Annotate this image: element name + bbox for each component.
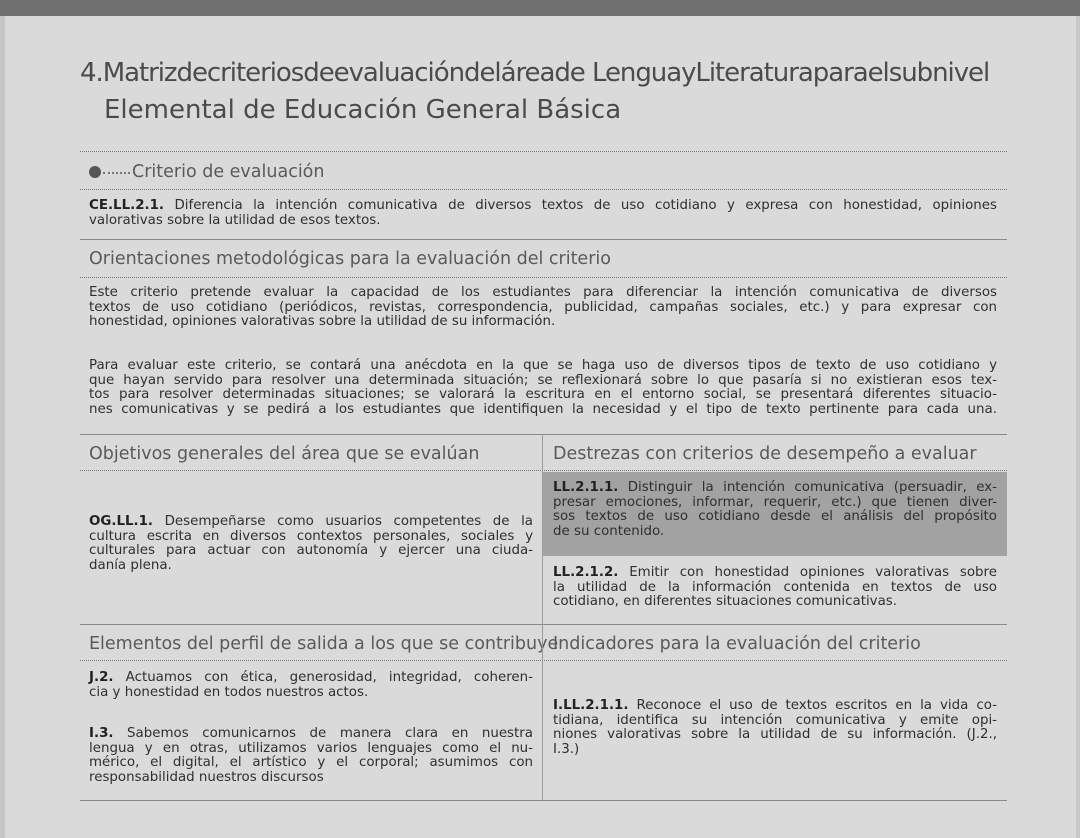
- text-line: presar emociones, informar, requerir, etc.) que tienen diver-: [553, 494, 997, 510]
- indicador-code: I.LL.2.1.1.: [553, 698, 629, 713]
- destreza-2-code: LL.2.1.2.: [553, 565, 619, 580]
- page-title-line-1: 4.Matrizdecriteriosdeevaluacióndeláreade LenguayLiteraturaparaelsubnivel: [80, 58, 990, 88]
- text-line: Este criterio pretende evaluar la capacidad de los estudiantes para diferenciar la intención comunicativa de diversos: [89, 285, 997, 300]
- text-line: tidiana, identifica su intención comunicativa y emite opi-: [553, 712, 997, 728]
- page-title-line-2: Elemental de Educación General Básica: [104, 95, 622, 125]
- orientaciones-paragraph-1: [89, 286, 997, 330]
- divider: [80, 470, 1007, 471]
- destreza-1-text: [553, 481, 997, 539]
- divider: [80, 239, 1007, 240]
- criterio-text: [89, 199, 997, 228]
- criterio-text-line-1: Diferencia la intención comunicativa de diversos textos de uso cotidiano y expresa con honestidad, opiniones: [174, 198, 997, 213]
- text-line: Para evaluar este criterio, se contará una anécdota en la que se haga uso de diversos tipos de texto de uso cotidiano y: [89, 358, 997, 373]
- perfil-header: Elementos del perfil de salida a los que se contribuye: [89, 634, 559, 654]
- divider: [80, 434, 1007, 435]
- orientaciones-paragraph-2: [89, 359, 997, 417]
- text-line: cia y honestidad en todos nuestros actos.: [89, 684, 369, 700]
- perfil-j2-text: [89, 671, 533, 700]
- text-line: que hayan servido para resolver una determinada situación; se reflexionará sobre lo que pasaría si no existieran esos tex-: [89, 372, 997, 388]
- text-line: cotidiano, en diferentes situaciones comunicativas.: [553, 594, 898, 609]
- criterio-header: Criterio de evaluación: [132, 162, 325, 182]
- text-line: honestidad, opiniones valorativas sobre la utilidad de su información.: [89, 314, 556, 329]
- text-line: Distinguir la intención comunicativa (persuadir, ex-: [627, 480, 997, 495]
- indicador-text: [553, 699, 997, 757]
- objetivos-text: [89, 515, 533, 573]
- bullet-icon: [89, 166, 101, 178]
- objetivo-code: OG.LL.1.: [89, 514, 154, 529]
- text-line: danía plena.: [89, 557, 172, 573]
- text-line: Reconoce el uso de textos escritos en la vida co-: [636, 698, 997, 713]
- text-line: lengua y en otras, utilizamos varios lenguajes como el nu-: [89, 740, 533, 756]
- text-line: la utilidad de la información contenida en textos de uso: [553, 579, 997, 595]
- divider: [80, 151, 1007, 152]
- perfil-j2-code: J.2.: [89, 670, 114, 685]
- text-line: Desempeñarse como usuarios competentes de la: [164, 514, 533, 529]
- orientaciones-header: Orientaciones metodológicas para la evaluación del criterio: [89, 249, 611, 269]
- destrezas-header: Destrezas con criterios de desempeño a evaluar: [553, 444, 977, 464]
- objetivos-header: Objetivos generales del área que se evalúan: [89, 444, 480, 464]
- text-line: textos de uso cotidiano (periódicos, revistas, correspondencia, publicidad, campañas sociales, etc.) y para expresar con: [89, 299, 997, 315]
- divider: [80, 660, 1007, 661]
- text-line: mérico, el digital, el artístico y el corporal; asumimos con: [89, 755, 533, 770]
- text-line: culturales para actuar con autonomía y ejercer una ciuda-: [89, 543, 533, 558]
- divider: [80, 800, 1007, 801]
- criterio-code: CE.LL.2.1.: [89, 198, 165, 213]
- text-line: I.3.): [553, 741, 580, 757]
- perfil-i3-text: [89, 727, 533, 785]
- divider: [80, 624, 1007, 625]
- text-line: Actuamos con ética, generosidad, integridad, coheren-: [125, 670, 533, 685]
- divider: [80, 277, 1007, 278]
- indicadores-header: Indicadores para la evaluación del criterio: [553, 634, 921, 654]
- text-line: Emitir con honestidad opiniones valorativas sobre: [629, 565, 997, 580]
- right-page-edge: [1076, 16, 1080, 838]
- text-line: cultura escrita en diversos contextos personales, sociales y: [89, 528, 533, 544]
- divider: [80, 189, 1007, 190]
- perfil-i3-code: I.3.: [89, 726, 114, 741]
- top-bar: [0, 0, 1080, 16]
- text-line: niones valorativas sobre la utilidad de su información. (J.2.,: [553, 727, 997, 742]
- text-line: nes comunicativas y se pedirá a los estudiantes que identifiquen la necesidad y el tipo de texto pertinente para cada una.: [89, 401, 997, 417]
- text-line: responsabilidad nuestros discursos: [89, 769, 324, 785]
- dotted-leader: [103, 172, 130, 174]
- text-line: de su contenido.: [553, 523, 665, 539]
- text-line: tos para resolver determinadas situaciones; se valorará la escritura en el entorno social, se presentará diferentes situacio-: [89, 387, 997, 402]
- column-divider: [542, 434, 543, 800]
- left-page-edge: [0, 16, 5, 838]
- text-line: Sabemos comunicarnos de manera clara en nuestra: [127, 726, 533, 741]
- criterio-text-line-2: valorativas sobre la utilidad de esos textos.: [89, 212, 381, 228]
- destreza-2-text: [553, 566, 997, 610]
- text-line: sos textos de uso cotidiano desde el análisis del propósito: [553, 509, 997, 524]
- destreza-1-code: LL.2.1.1.: [553, 480, 619, 495]
